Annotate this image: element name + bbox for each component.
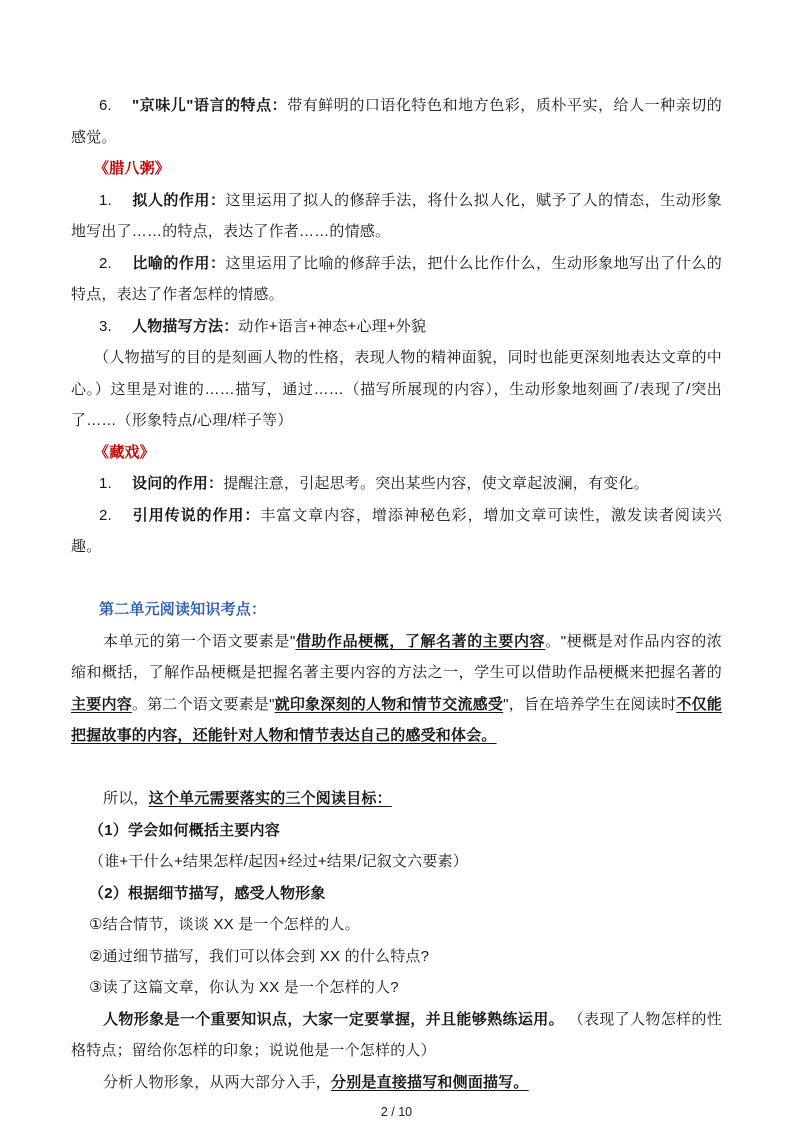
text-run: ③读了这篇文章，你认为 XX 是一个怎样的人? — [89, 979, 399, 996]
list-number: 1. — [99, 475, 112, 492]
red-heading-text: 《腊八粥》 — [94, 160, 171, 177]
bold-run: （2）根据细节描写，感受人物形象 — [89, 884, 326, 902]
bold-underline-run: 分别是直接描写和侧面描写。 — [331, 1073, 529, 1091]
bold-underline-run: 主要内容 — [71, 695, 132, 713]
goal-item-1-note — [71, 846, 722, 878]
bold-run: 人物形象是一个重要知识点，大家一定要掌握，并且能够熟练运用。 — [103, 1010, 564, 1028]
bold-underline-run: 不仅能把握故事的内容，还能针对人物和情节表达自己的感受和体会。 — [71, 695, 722, 744]
bold-run: 拟人的作用： — [132, 191, 226, 209]
bold-run: （1）学会如何概括主要内容 — [89, 821, 280, 839]
question-item-1 — [71, 909, 722, 941]
goal-item-2 — [71, 878, 722, 910]
numbered-item-biyu — [71, 248, 722, 311]
bold-run: 设问的作用： — [132, 475, 224, 492]
bold-run: 引用传说的作用： — [132, 506, 261, 524]
bold-run: "京味儿"语言的特点： — [132, 97, 288, 114]
text-run: "，旨在培养学生在阅读时 — [503, 695, 677, 713]
question-item-3 — [71, 972, 722, 1004]
section-heading-zangxi — [71, 437, 722, 469]
numbered-item-jingweir — [71, 90, 722, 153]
text-run: ②通过细节描写，我们可以体会到 XX 的什么特点? — [89, 947, 430, 965]
text-run: （表现了人物怎样的性格特点；留给你怎样的印象；说说他是一个怎样的人） — [71, 1010, 722, 1059]
list-number: 1. — [99, 191, 112, 209]
text-run: （人物描写的目的是刻画人物的性格，表现人物的精神面貌，同时也能更深刻地表达文章的中心。）这里是对谁的……描写，通过……（描写所展现的内容），生动形象地刻画了/表现了/突出了……（形象特点/心理/样子等） — [71, 349, 722, 429]
paragraph-character-image — [71, 1004, 722, 1067]
bold-underline-run: 这个单元需要落实的三个阅读目标： — [148, 790, 392, 807]
list-number: 6. — [99, 97, 112, 114]
text-run: 分析人物形象，从两大部分入手， — [103, 1073, 332, 1091]
paragraph-unit2-elements — [71, 626, 722, 752]
list-number: 3. — [99, 317, 112, 335]
bold-run: 比喻的作用： — [132, 254, 226, 272]
text-run: 所以， — [103, 790, 149, 807]
question-item-2 — [71, 941, 722, 973]
section-heading-labazhou — [71, 153, 722, 185]
list-number: 2. — [99, 254, 112, 272]
numbered-item-yinyong — [71, 500, 722, 563]
numbered-item-niren — [71, 185, 722, 248]
paragraph-reading-goals — [71, 783, 722, 815]
page-footer — [71, 1103, 722, 1121]
text-run: 丰富文章内容，增添神秘色彩，增加文章可读性，激发读者阅读兴趣。 — [71, 506, 722, 555]
page-number: 2 / 10 — [380, 1105, 413, 1119]
goal-item-1 — [71, 815, 722, 847]
text-run: 。"梗概是对作品内容的浓缩和概括，了解作品梗概是把握名著主要内容的方法之一，学生可以借助作品梗概来把握名著的 — [71, 632, 722, 681]
paragraph-miaoxie-note — [71, 342, 722, 437]
blue-heading-text: 第二单元阅读知识考点： — [99, 601, 267, 618]
bold-underline-run: 借助作品梗概，了解名著的主要内容 — [295, 632, 546, 650]
text-run: 这里运用了比喻的修辞手法，把什么比作什么，生动形象地写出了什么的特点，表达了作者怎样的情感。 — [71, 254, 722, 303]
text-run: 。第二个语文要素是" — [131, 695, 275, 713]
text-run: ①结合情节，谈谈 XX 是一个怎样的人。 — [89, 916, 360, 933]
section-heading-unit2 — [71, 594, 722, 626]
text-run: 动作+语言+神态+心理+外貌 — [238, 317, 427, 335]
text-run: 提醒注意，引起思考。突出某些内容，使文章起波澜，有变化。 — [223, 475, 649, 492]
list-number: 2. — [99, 506, 112, 524]
text-run: （谁+干什么+结果怎样/起因+经过+结果/记叙文六要素） — [89, 853, 468, 870]
bold-run: 人物描写方法： — [132, 317, 239, 335]
paragraph-analysis-method — [71, 1067, 722, 1099]
text-run: 带有鲜明的口语化特色和地方色彩，质朴平实，给人一种亲切的感觉。 — [71, 97, 722, 146]
numbered-item-miaoxie — [71, 311, 722, 343]
text-run: 这里运用了拟人的修辞手法，将什么拟人化，赋予了人的情态，生动形象地写出了……的特点，表达了作者……的情感。 — [71, 191, 722, 240]
numbered-item-shewen — [71, 468, 722, 500]
bold-underline-run: 就印象深刻的人物和情节交流感受 — [274, 695, 504, 713]
text-run: 本单元的第一个语文要素是" — [103, 632, 296, 650]
red-heading-text: 《藏戏》 — [94, 443, 155, 461]
